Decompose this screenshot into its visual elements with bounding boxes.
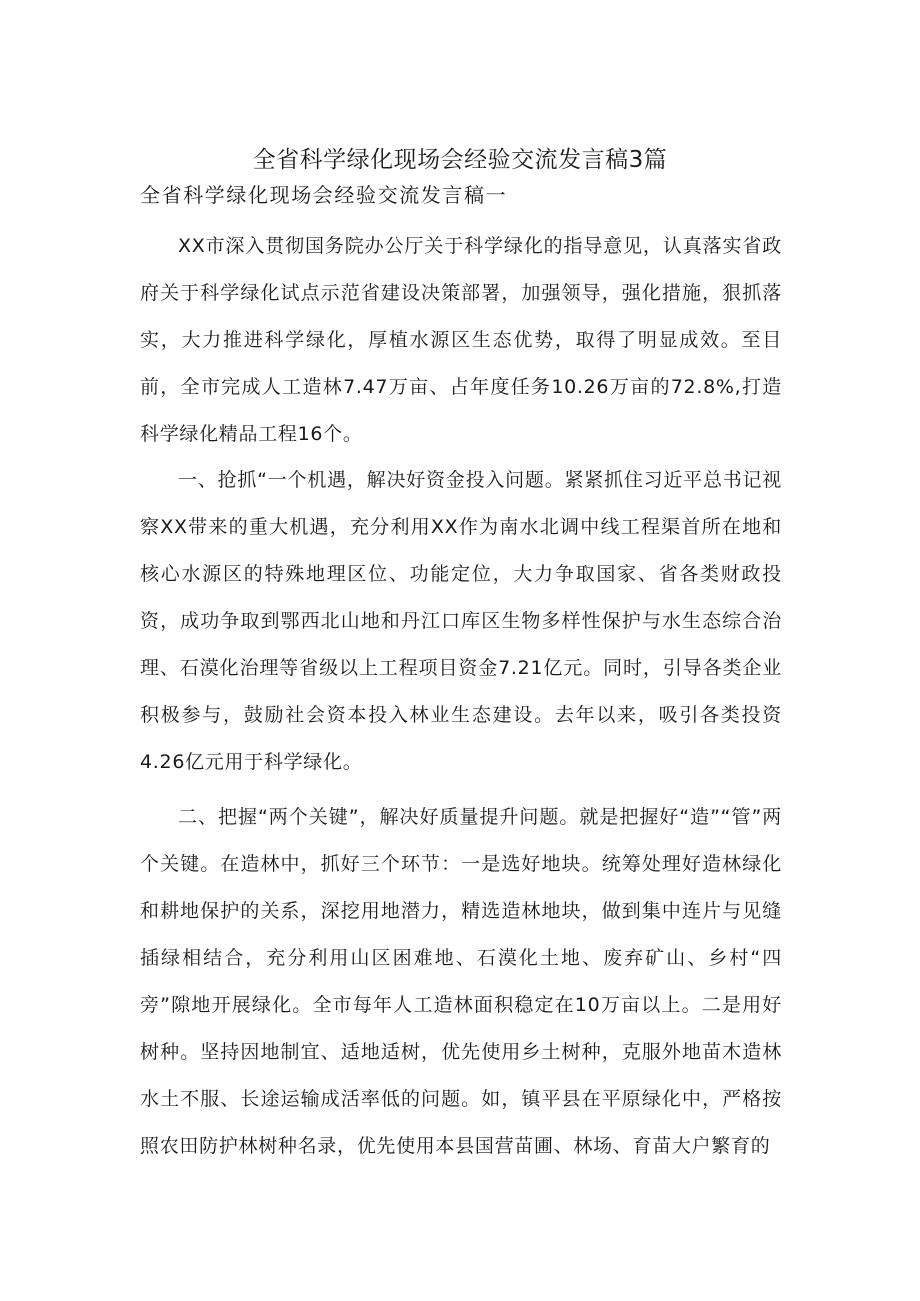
document-title: 全省科学绿化现场会经验交流发言稿3篇 <box>252 147 668 174</box>
paragraph-1: XX市深入贯彻国务院办公厅关于科学绿化的指导意见，认真落实省政府关于科学绿化试点示范省建设决策部署，加强领导，强化措施，狠抓落实，大力推进科学绿化，厚植水源区生态优势，取得了明显成效。至目前，全市完成人工造林7.47万亩、占年度任务10.26万亩的72.8%,打造科学绿化精品工程16个。 <box>140 235 782 445</box>
section-heading: 全省科学绿化现场会经验交流发言稿一 <box>140 183 508 207</box>
paragraph-2: 一、抢抓“一个机遇，解决好资金投入问题。紧紧抓住习近平总书记视察XX带来的重大机遇，充分利用XX作为南水北调中线工程渠首所在地和核心水源区的特殊地理区位、功能定位，大力争取国家、省各类财政投资，成功争取到鄂西北山地和丹江口库区生物多样性保护与水生态综合治理、石漠化治理等省级以上工程项目资金7.21亿元。同时，引导各类企业积极参与，鼓励社会资本投入林业生态建设。去年以来，吸引各类投资4.26亿元用于科学绿化。 <box>140 469 782 773</box>
paragraph-3: 二、把握“两个关键”，解决好质量提升问题。就是把握好“造”“管”两个关键。在造林中，抓好三个环节：一是选好地块。统筹处理好造林绿化和耕地保护的关系，深挖用地潜力，精选造林地块，做到集中连片与见缝插绿相结合，充分利用山区困难地、石漠化土地、废弃矿山、乡村“四旁”隙地开展绿化。全市每年人工造林面积稳定在10万亩以上。二是用好树种。坚持因地制宜、适地适树，优先使用乡土树种，克服外地苗木造林水土不服、长途运输成活率低的问题。如，镇平县在平原绿化中，严格按照农田防护林树种名录，优先使用本县国营苗圃、林场、育苗大户繁育的 <box>140 806 782 1157</box>
